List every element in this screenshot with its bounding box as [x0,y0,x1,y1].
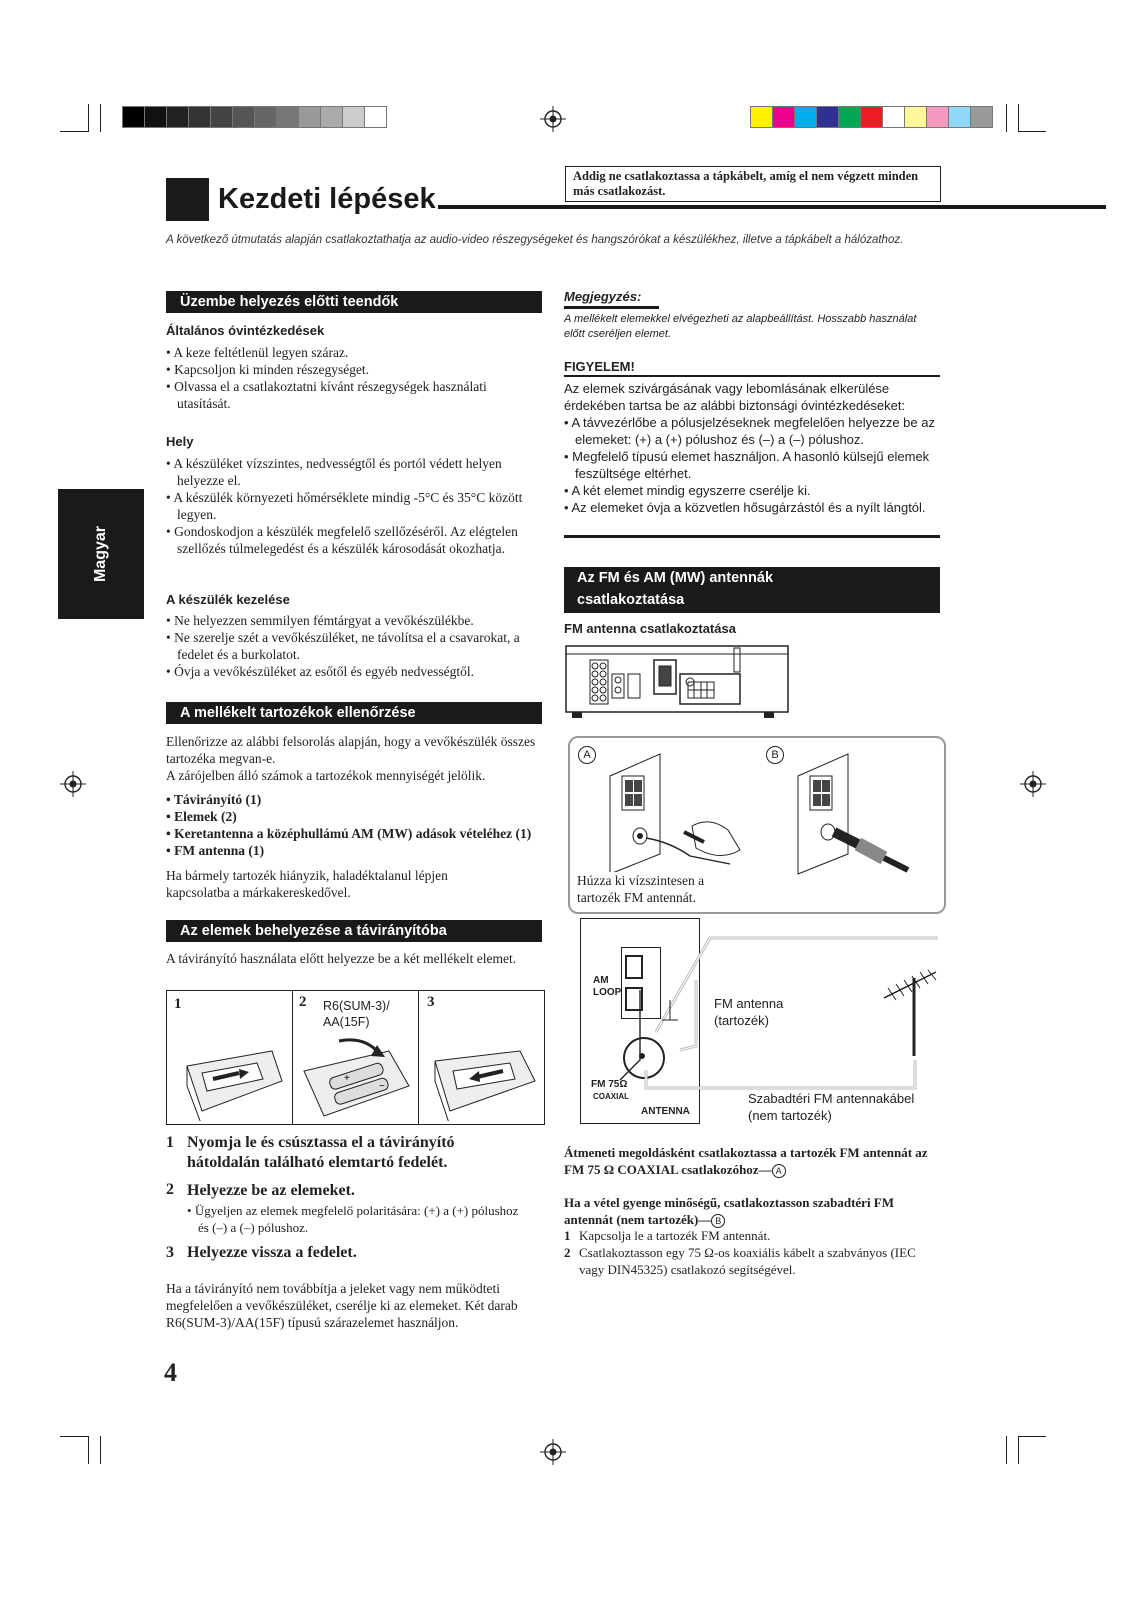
section-heading-accessories: A mellékelt tartozékok ellenőrzése [166,702,542,724]
list-item: • Ne helyezzen semmilyen fémtárgyat a vevőkészülékbe. [166,612,544,629]
language-tab [58,489,144,619]
warning-title: FIGYELEM! [564,359,635,374]
subheading-handling: A készülék kezelése [166,592,290,607]
am-loop-label: AM LOOP [593,975,622,998]
step-note-list [187,1202,526,1236]
intro-text: A következő útmutatás alapján csatlakoztathatja az audio-video részegységeket és hangszórókat a készülékhez, illetve a tápkábelt a hálózathoz. [166,234,904,246]
note-title: Megjegyzés: [564,289,642,304]
battery-step-2 [166,1181,526,1236]
list-general [166,344,536,412]
list-item: • Az elemeket óvja a közvetlen hősugárzástól és a nyílt lángtól. [564,499,940,516]
step-number: 2 [564,1245,571,1260]
circled-b-icon: B [711,1214,725,1228]
battery-insert-icon [299,1031,414,1121]
step-number: 1 [564,1228,571,1243]
accessories-missing: Ha bármely tartozék hiányzik, haladéktalanul lépjen kapcsolatba a márkakereskedővel. [166,868,448,900]
temporary-connection-label: Átmeneti megoldásként csatlakoztassa a tartozék FM antennát az FM 75 Ω COAXIAL csatlakozóhoz— [564,1145,928,1177]
list-item: • A készülék környezeti hőmérséklete mindig -5°C és 35°C között legyen. [166,489,536,523]
remote-cover-close-icon [425,1031,540,1121]
page-title: Kezdeti lépések [218,183,436,215]
grayscale-strip [123,106,387,126]
section-heading-antennas [564,567,940,613]
figure-step-number: 3 [427,994,435,1010]
subheading-location: Hely [166,434,194,449]
title-block-icon [166,178,209,221]
receiver-rear-panel-icon [564,644,790,720]
list-item: • Kapcsoljon ki minden részegységet. [166,361,536,378]
list-item: • A távvezérlőbe a pólusjelzéseknek megfelelően helyezze be az elemeket: (+) a (+) pólushoz és (–) a (–) pólushoz. [564,414,940,448]
battery-type-label: R6(SUM-3)/ AA(15F) [323,999,390,1029]
list-item: • Ügyeljen az elemek megfelelő polaritására: (+) a (+) pólushoz és (–) a (–) pólushoz. [187,1202,526,1236]
fm-antenna-wire-icon [600,746,750,876]
warning-box: Addig ne csatlakoztassa a tápkábelt, amíg el nem végzett minden más csatlakozást. [565,166,941,202]
title-rule [438,205,1106,209]
fm75-label: FM 75Ω [591,1079,628,1090]
list-location [166,455,536,557]
list-item: • A két elemet mindig egyszerre cserélje ki. [564,482,940,499]
step-text: Nyomja le és csúsztassa el a távirányító hátoldalán található elemtartó fedelét. [187,1134,455,1171]
page-number: 4 [164,1358,177,1387]
registration-mark-icon [60,771,86,797]
step-number: 1 [166,1134,174,1151]
warning-bottom-rule [564,535,940,538]
note-rule [564,306,659,309]
language-tab-label: Magyar [92,525,109,583]
list-item [564,1227,942,1244]
section-heading-batteries: Az elemek behelyezése a távirányítóba [166,920,542,942]
registration-mark-icon [1020,771,1046,797]
warning-rule [564,375,940,377]
color-strip [751,106,993,126]
pull-out-instruction: Húzza ki vízszintesen a tartozék FM antennát. [577,872,727,906]
list-item: • Megfelelő típusú elemet használjon. A hasonló külsejű elemek feszültsége eltérhet. [564,448,940,482]
section-heading-line: Az FM és AM (MW) antennák [577,570,774,586]
battery-figure [166,990,545,1125]
battery-replace-note: Ha a távirányító nem továbbítja a jeleket vagy nem működteti megfelelően a vevőkészüléket, cserélje ki az elemeket. Két darab R6(SUM-3)/AA(15F) típusú szárazelemet használjon. [166,1281,518,1330]
list-item: • A keze feltétlenül legyen száraz. [166,344,536,361]
list-item: • Olvassa el a csatlakoztatni kívánt részegységek használati utasítását. [166,378,536,412]
list-item: • Elemek (2) [166,808,546,825]
accessories-intro [166,733,541,784]
accessories-list [166,791,546,859]
list-item: • FM antenna (1) [166,842,546,859]
coaxial-label: COAXIAL [593,1092,629,1101]
subheading-general: Általános óvintézkedések [166,323,325,338]
battery-step-3 [166,1243,526,1263]
registration-mark-icon [540,1439,566,1465]
label-b-icon: B [766,746,784,764]
remote-cover-slide-icon [177,1031,287,1121]
step-text: Kapcsolja le a tartozék FM antennát. [579,1228,771,1243]
weak-signal-text [564,1194,942,1228]
batteries-intro: A távirányító használata előtt helyezze be a két mellékelt elemet. [166,951,517,966]
antenna-label: ANTENNA [641,1106,690,1117]
svg-text:−: − [379,1081,385,1092]
note-text: A mellékelt elemekkel elvégezheti az alapbeállítást. Hosszabb használat előtt cseréljen elemet. [564,313,917,340]
list-item: • Keretantenna a középhullámú AM (MW) adások vételéhez (1) [166,825,546,842]
figure-step-number: 2 [299,994,307,1010]
accessories-text: Ellenőrizze az alábbi felsorolás alapján, hogy a vevőkészülék összes tartozéka megvan-e. [166,734,536,766]
subheading-fm: FM antenna csatlakoztatása [564,621,736,636]
coaxial-plug-icon [788,746,938,876]
section-heading-line: csatlakoztatása [577,592,685,608]
figure-step-number: 1 [174,996,182,1012]
step-text: Helyezze be az elemeket. [187,1182,355,1199]
svg-text:+: + [344,1073,350,1084]
circled-a-icon: A [772,1164,786,1178]
antenna-connection-panel [568,736,946,914]
warning-text: Az elemek szivárgásának vagy lebomlásának elkerülése érdekében tartsa be az alábbi biztonsági óvintézkedéseket: [564,381,906,413]
step-number: 2 [166,1181,174,1198]
outdoor-cable-label: Szabadtéri FM antennakábel (nem tartozék) [748,1091,915,1123]
warning-list [564,414,940,516]
list-item [564,1244,942,1278]
registration-mark-icon [540,106,566,132]
list-item: • Gondoskodjon a készülék megfelelő szellőzéséről. Az elégtelen szellőzés túlmelegedést és a készülék károsodását okozhatja. [166,523,536,557]
step-number: 3 [166,1244,174,1261]
temporary-connection-text [564,1144,942,1178]
accessories-note: A zárójelben álló számok a tartozékok mennyiségét jelölik. [166,768,486,783]
section-heading-preparation: Üzembe helyezés előtti teendők [166,291,542,313]
list-item: • Ne szerelje szét a vevőkészüléket, ne távolítsa el a csavarokat, a fedelet és a burkolatot. [166,629,544,663]
list-item: • Távirányító (1) [166,791,546,808]
battery-step-1 [166,1133,526,1173]
outdoor-antenna-icon [880,968,940,1058]
label-a-icon: A [578,746,596,764]
weak-signal-label: Ha a vétel gyenge minőségű, csatlakoztasson szabadtéri FM antennát (nem tartozék)— [564,1195,895,1227]
list-handling [166,612,544,680]
list-item: • A készüléket vízszintes, nedvességtől és portól védett helyen helyezze el. [166,455,536,489]
fm-antenna-label: FM antenna (tartozék) [714,996,784,1028]
step-text: Helyezze vissza a fedelet. [187,1244,357,1261]
list-item: • Óvja a vevőkészüléket az esőtől és egyéb nedvességtől. [166,663,544,680]
step-text: Csatlakoztasson egy 75 Ω-os koaxiális kábelt a szabványos (IEC vagy DIN45325) csatlakozó segítségével. [579,1245,916,1277]
outdoor-steps [564,1227,942,1278]
